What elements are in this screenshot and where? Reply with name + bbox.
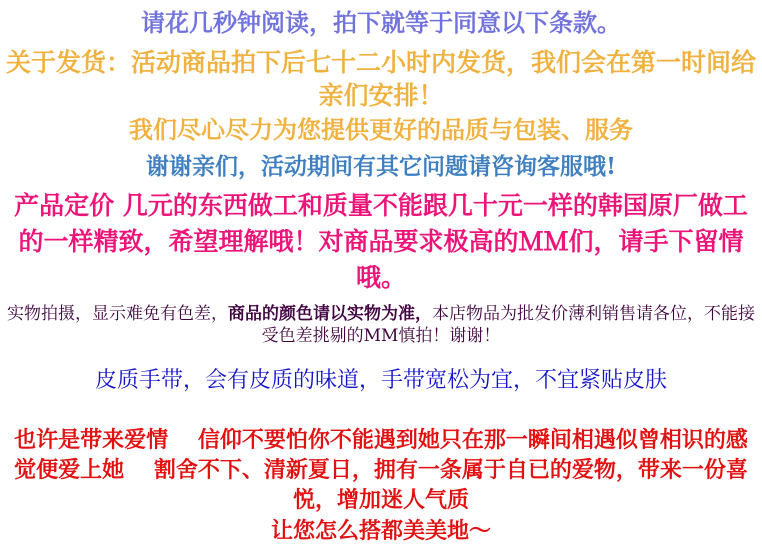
notice-color-disclaimer-line <box>4 303 758 347</box>
notice-read-terms-line: 请花几秒钟阅读，拍下就等于同意以下条款。 <box>141 8 621 37</box>
notice-quality-service-line: 我们尽心尽力为您提供更好的品质与包装、服务 <box>129 115 633 144</box>
notice-outro-line: 让您怎么搭都美美地～ <box>270 518 491 544</box>
notice-pricing-expectation-line: 产品定价 几元的东西做工和质量不能跟几十元一样的韩国原厂做工的一样精致，希望理解哦！对商品要求极高的ＭＭ们，请手下留情哦。 <box>14 191 748 292</box>
notice-leather-note-line: 皮质手带，会有皮质的味道，手带宽松为宜，不宜紧贴皮肤 <box>94 368 667 393</box>
notice-romance-blurb-line: 也许是带来爱情 信仰不要怕你不能遇到她只在那一瞬间相遇似曾相识的感觉便爱上她 割舍不下、清新夏日，拥有一条属于自已的爱物，带来一份喜悦，增加迷人气质 <box>14 427 748 513</box>
disclaimer-prefix-text: 实物拍摄，显示难免有色差， <box>7 304 228 324</box>
notice-shipping-line: 关于发货：活动商品拍下后七十二小时内发货，我们会在第一时间给亲们安排！ <box>5 48 756 110</box>
disclaimer-suffix-text: 本店物品为批发价薄利销售请各位，不能接受色差挑剔的MM慎拍！谢谢！ <box>261 304 755 346</box>
notice-thanks-support-line: 谢谢亲们，活动期间有其它问题请咨询客服哦! <box>145 153 617 180</box>
disclaimer-emphasis-text: 商品的颜色请以实物为准， <box>228 304 432 324</box>
